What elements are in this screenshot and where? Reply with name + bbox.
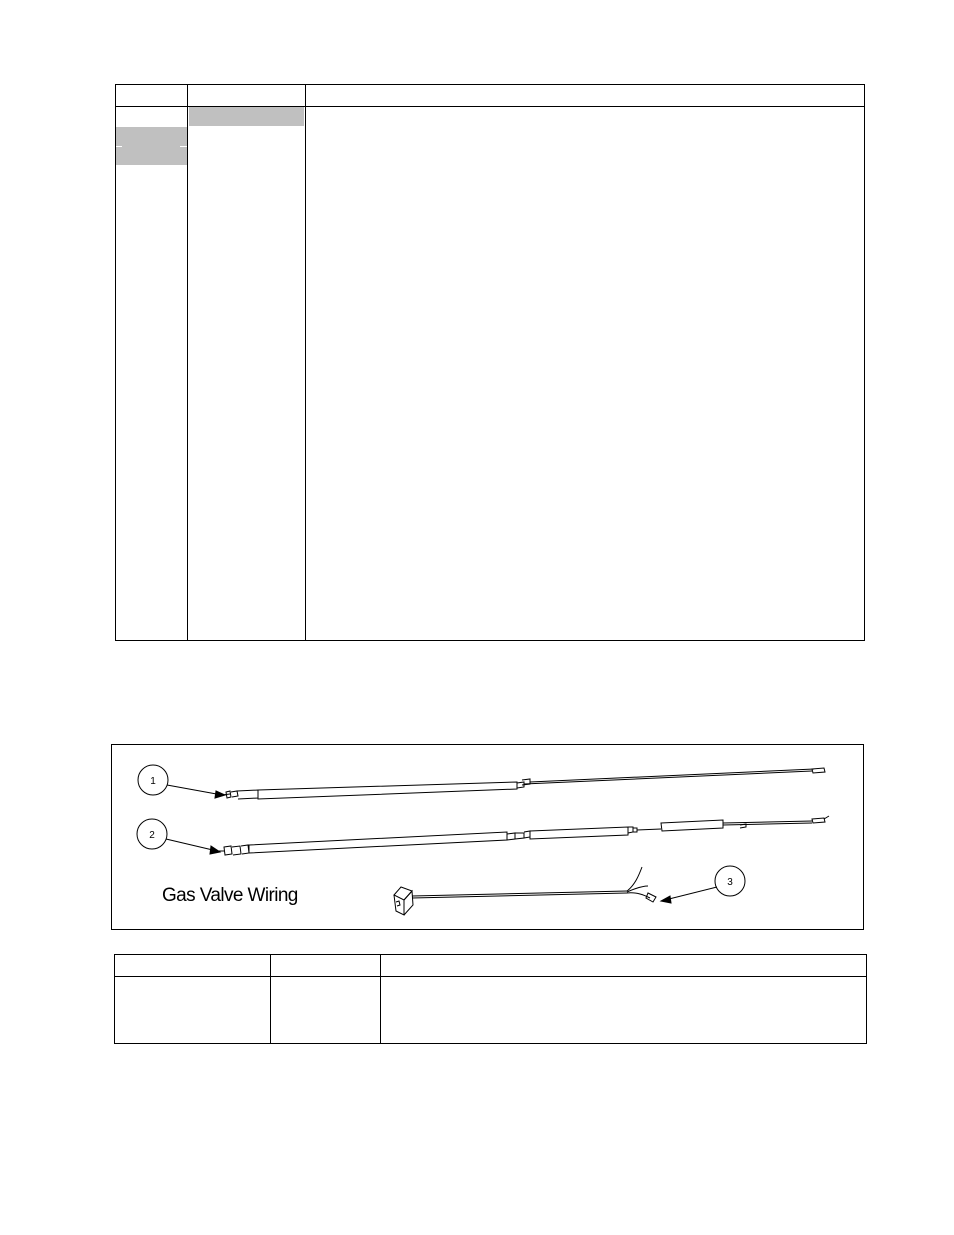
callout-1-label: 1 xyxy=(150,776,156,787)
callout-3-label: 3 xyxy=(727,877,733,888)
parts-table-shaded-cell xyxy=(189,107,304,126)
harness-3-drawing xyxy=(394,867,656,915)
diagram-title: Gas Valve Wiring xyxy=(162,885,298,906)
parts-table xyxy=(115,84,865,641)
parts-table-col-divider-1 xyxy=(187,85,188,640)
wiring-table-col-divider-1 xyxy=(270,955,271,1043)
harness-1-drawing xyxy=(222,768,825,799)
wiring-table-header-divider xyxy=(115,976,866,977)
wiring-table-col-divider-2 xyxy=(380,955,381,1043)
parts-table-shade-tick xyxy=(180,146,187,147)
parts-table-shade-tick xyxy=(116,146,122,147)
parts-table-shaded-cell xyxy=(116,127,187,165)
parts-table-col-divider-2 xyxy=(305,85,306,640)
gas-valve-wiring-diagram xyxy=(111,744,864,930)
callout-2-label: 2 xyxy=(149,830,155,841)
wiring-parts-table xyxy=(114,954,867,1044)
harness-2-drawing xyxy=(217,816,829,855)
